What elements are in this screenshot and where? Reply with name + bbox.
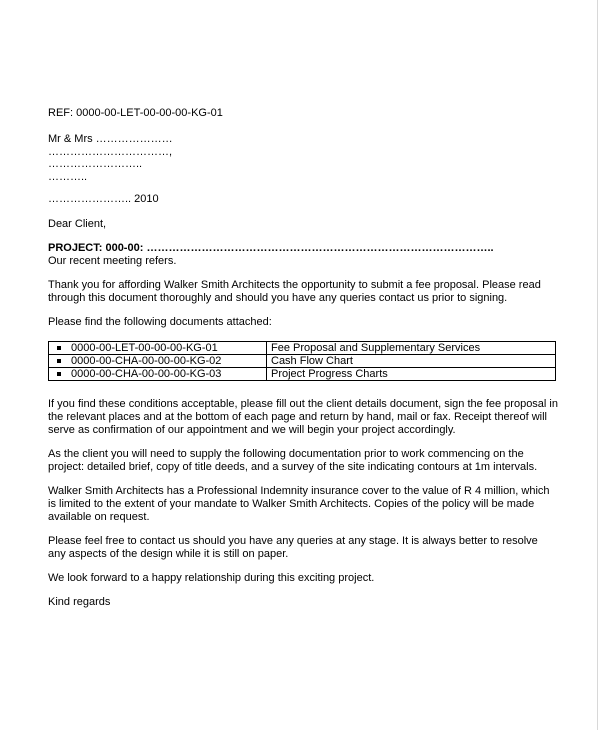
contact-paragraph: Please feel free to contact us should you have any queries at any stage. It is always better to resolve any aspects of the design while it is still on paper. [48, 535, 538, 560]
document-ref: 0000-00-LET-00-00-00-KG-01 [71, 342, 218, 354]
address-line: …………………….. [48, 158, 143, 170]
address-line: ……….. [48, 171, 88, 183]
project-line [48, 242, 494, 255]
address-line: Mr & Mrs ………………… [48, 133, 173, 145]
project-dots: ………………………………………………………………………………….. [146, 242, 494, 254]
forward-text: We look forward to a happy relationship during this exciting project. [48, 572, 375, 584]
document-ref: 0000-00-CHA-00-00-00-KG-02 [71, 355, 222, 367]
document-title: Cash Flow Chart [267, 355, 556, 368]
client-paragraph: As the client you will need to supply the following documentation prior to work commencing on the project: detailed brief, copy of title deeds, and a survey of the site indicating contours at 1m intervals. [48, 448, 538, 473]
salutation: Dear Client, [48, 218, 107, 230]
bullet-icon [57, 372, 61, 376]
table-row [49, 355, 556, 368]
date: ………………….. 2010 [48, 193, 159, 205]
closing: Kind regards [48, 596, 111, 608]
address-line: ……………………………, [48, 146, 173, 158]
reference: REF: 0000-00-LET-00-00-00-KG-01 [48, 107, 223, 119]
project-label: PROJECT: 000-00: [48, 242, 144, 254]
insurance-paragraph: Walker Smith Architects has a Professional Indemnity insurance cover to the value of R 4 million, which is limited to the extent of your mandate to Walker Smith Architects. Copies of the policy will be made available on request. [48, 485, 550, 523]
page-edge [597, 0, 598, 730]
document-title: Project Progress Charts [267, 368, 556, 381]
documents-table [48, 341, 556, 381]
attached-text: Please find the following documents attached: [48, 316, 272, 328]
thanks-paragraph: Thank you for affording Walker Smith Architects the opportunity to submit a fee proposal. Please read through this document thoroughly and should you have any queries contact us prior to signing. [48, 279, 541, 304]
bullet-icon [57, 359, 61, 363]
bullet-icon [57, 346, 61, 350]
table-row [49, 342, 556, 355]
meeting-text: Our recent meeting refers. [48, 255, 177, 267]
conditions-paragraph: If you find these conditions acceptable, please fill out the client details document, sign the fee proposal in the relevant places and at the bottom of each page and return by hand, mail or fax. Receipt thereof will serve as confirmation of our appointment and we will begin your project accordingly. [48, 398, 558, 436]
table-row [49, 368, 556, 381]
document-ref: 0000-00-CHA-00-00-00-KG-03 [71, 368, 222, 380]
document-title: Fee Proposal and Supplementary Services [267, 342, 556, 355]
